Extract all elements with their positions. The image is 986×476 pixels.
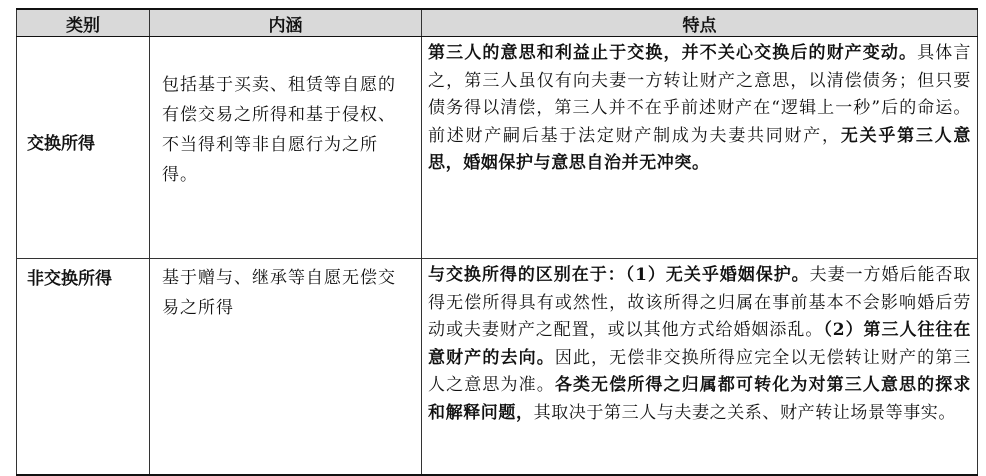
category-cell bbox=[17, 37, 150, 259]
category-label: 非交换所得 bbox=[27, 269, 112, 289]
content-cell: 基于赠与、继承等自愿无偿交易之所得 bbox=[150, 259, 422, 476]
feature-bold-text: 各类无偿所得之归属都可转化为对第三人意思的探求和解释问题， bbox=[428, 375, 971, 423]
feature-cell bbox=[422, 259, 978, 476]
feature-text: 因此，无偿非交换所得应完全以无偿转让财产的第三人之意思为准。 bbox=[428, 347, 971, 395]
header-category: 类别 bbox=[17, 9, 150, 37]
table-row-exchange bbox=[17, 37, 978, 259]
header-content: 内涵 bbox=[150, 9, 422, 37]
feature-bold-text: 无关乎第三人意思，婚姻保护与意思自治并无冲突。 bbox=[428, 125, 971, 173]
feature-text: 夫妻一方婚后能否取得无偿所得具有或然性，故该所得之归属在事前基本不会影响婚后劳动或夫妻财产之配置，或以其他方式给婚姻添乱。 bbox=[428, 265, 971, 340]
feature-bold-text: 第三人的意思和利益止于交换，并不关心交换后的财产变动。 bbox=[428, 43, 918, 63]
content-cell: 包括基于买卖、租赁等自愿的有偿交易之所得和基于侵权、不当得利等非自愿行为之所得。 bbox=[150, 37, 422, 259]
comparison-table-frame bbox=[16, 8, 977, 434]
feature-cell bbox=[422, 37, 978, 259]
feature-bold-text: （2）第三人往往在意财产的去向。 bbox=[428, 320, 971, 368]
feature-text: 其取决于第三人与夫妻之关系、财产转让场景等事实。 bbox=[533, 402, 957, 423]
feature-bold-text: 与交换所得的区别在于：（1）无关乎婚姻保护。 bbox=[428, 265, 810, 285]
category-label: 交换所得 bbox=[27, 134, 95, 154]
header-feature: 特点 bbox=[422, 9, 978, 37]
table-row-non-exchange bbox=[17, 259, 978, 476]
feature-text: 具体言之，第三人虽仅有向夫妻一方转让财产之意思，以清偿债务；但只要债务得以清偿，第三人并不在乎前述财产在“逻辑上一秒”后的命运。前述财产嗣后基于法定财产制成为夫妻共同财产， bbox=[428, 43, 971, 146]
header-row bbox=[17, 9, 978, 37]
comparison-table bbox=[16, 8, 978, 476]
category-cell bbox=[17, 259, 150, 476]
